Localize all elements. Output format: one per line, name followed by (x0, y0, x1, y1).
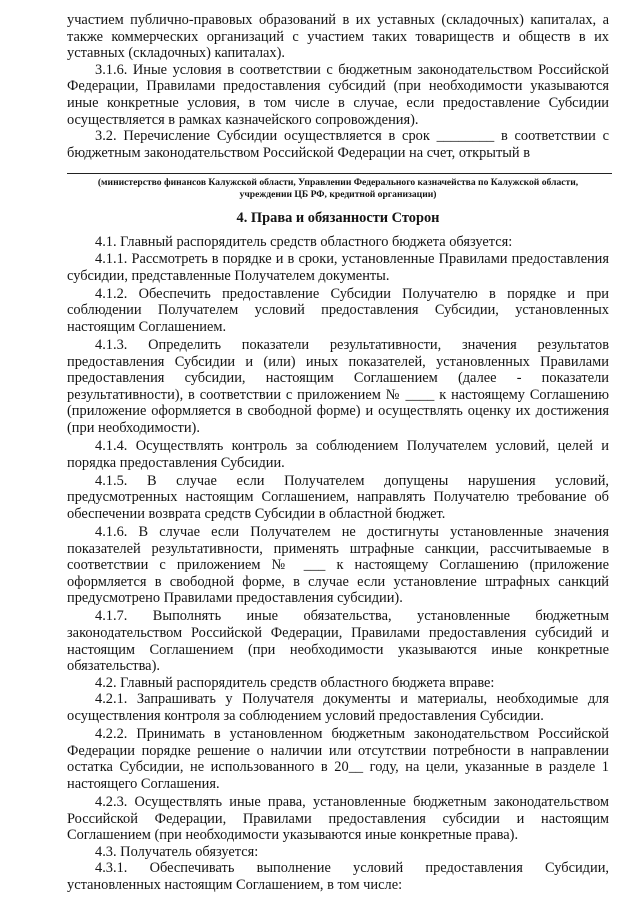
paragraph-4-1-3: 4.1.3. Определить показатели результативности, значения результатов предоставления Субсидии и (или) иных показателей, установленных Правилами предоставления субсидии, настоящим Соглашением (далее - показатели результативности), в соответствии с приложением № ____ к настоящему Соглашению (приложение оформляется в свободной форме) и осуществлять оценку их достижения (при необходимости). (67, 336, 609, 436)
paragraph-3-1-5-continuation: участием публично-правовых образований в их уставных (складочных) капиталах, а также коммерческих организаций с участием таких товариществ и обществ в их уставных (складочных) капиталах). (67, 12, 609, 62)
account-fill-line (67, 173, 612, 174)
paragraph-4-2-2: 4.2.2. Принимать в установленном бюджетным законодательством Российской Федерации порядке решение о наличии или отсутствии потребности в направлении остатка Субсидии, не использованного в 20__ году, на цели, указанные в разделе 1 настоящего Соглашения. (67, 726, 609, 792)
account-note: (министерство финансов Калужской области, Управлении Федерального казначейства по Калужской области, учреждении ЦБ РФ, кредитной организации) (97, 177, 579, 201)
paragraph-4-2-3: 4.2.3. Осуществлять иные права, установленные бюджетным законодательством Российской Федерации, Правилами предоставления субсидии и настоящим Соглашением (при необходимости указываются иные конкретные права). (67, 793, 609, 844)
paragraph-4-1-5: 4.1.5. В случае если Получателем допущены нарушения условий, предусмотренных настоящим Соглашением, направлять Получателю требование об обеспечении возврата средств Субсидии в областной бюджет. (67, 472, 609, 522)
document-body (67, 12, 609, 894)
paragraph-4-3-1: 4.3.1. Обеспечивать выполнение условий предоставления Субсидии, установленных настоящим Соглашением, в том числе: (67, 860, 609, 893)
paragraph-4-1-4: 4.1.4. Осуществлять контроль за соблюдением Получателем условий, целей и порядка предоставления Субсидии. (67, 437, 609, 471)
paragraph-4-1-2: 4.1.2. Обеспечить предоставление Субсидии Получателю в порядке и при соблюдении Получателем условий предоставления Субсидии, установленных настоящим Соглашением. (67, 285, 609, 335)
paragraph-4-2: 4.2. Главный распорядитель средств областного бюджета вправе: (95, 674, 495, 691)
paragraph-4-1-7: 4.1.7. Выполнять иные обязательства, установленные бюджетным законодательством Российской Федерации, Правилами предоставления субсидий и настоящим Соглашением (при необходимости указываются иные конкретные обязательства). (67, 608, 609, 675)
paragraph-4-3: 4.3. Получатель обязуется: (95, 843, 259, 860)
section-heading: 4. Права и обязанности Сторон (236, 210, 440, 227)
paragraph-4-1-1: 4.1.1. Рассмотреть в порядке и в сроки, установленные Правилами предоставления субсидии, представленные Получателем документы. (67, 250, 609, 284)
paragraph-3-1-6: 3.1.6. Иные условия в соответствии с бюджетным законодательством Российской Федерации, Правилами предоставления субсидий (при необходимости указываются иные конкретные условия, в том числе в случае, если предоставление Субсидии осуществляется в рамках казначейского сопровождения). (67, 61, 609, 128)
paragraph-4-2-1: 4.2.1. Запрашивать у Получателя документы и материалы, необходимые для осуществления контроля за соблюдением условий предоставления Субсидии. (67, 691, 609, 724)
paragraph-3-2: 3.2. Перечисление Субсидии осуществляется в срок ________ в соответствии с бюджетным законодательством Российской Федерации на счет, открытый в (67, 128, 609, 161)
paragraph-4-1: 4.1. Главный распорядитель средств областного бюджета обязуется: (95, 234, 513, 251)
paragraph-4-1-6: 4.1.6. В случае если Получателем не достигнуты установленные значения показателей результативности, применять штрафные санкции, рассчитываемые в соответствии с приложением № ___ к настоящему Соглашению (приложение оформляется в свободной форме, в случае если установление штрафных санкций предусмотрено Правилами предоставления субсидии). (67, 523, 609, 607)
